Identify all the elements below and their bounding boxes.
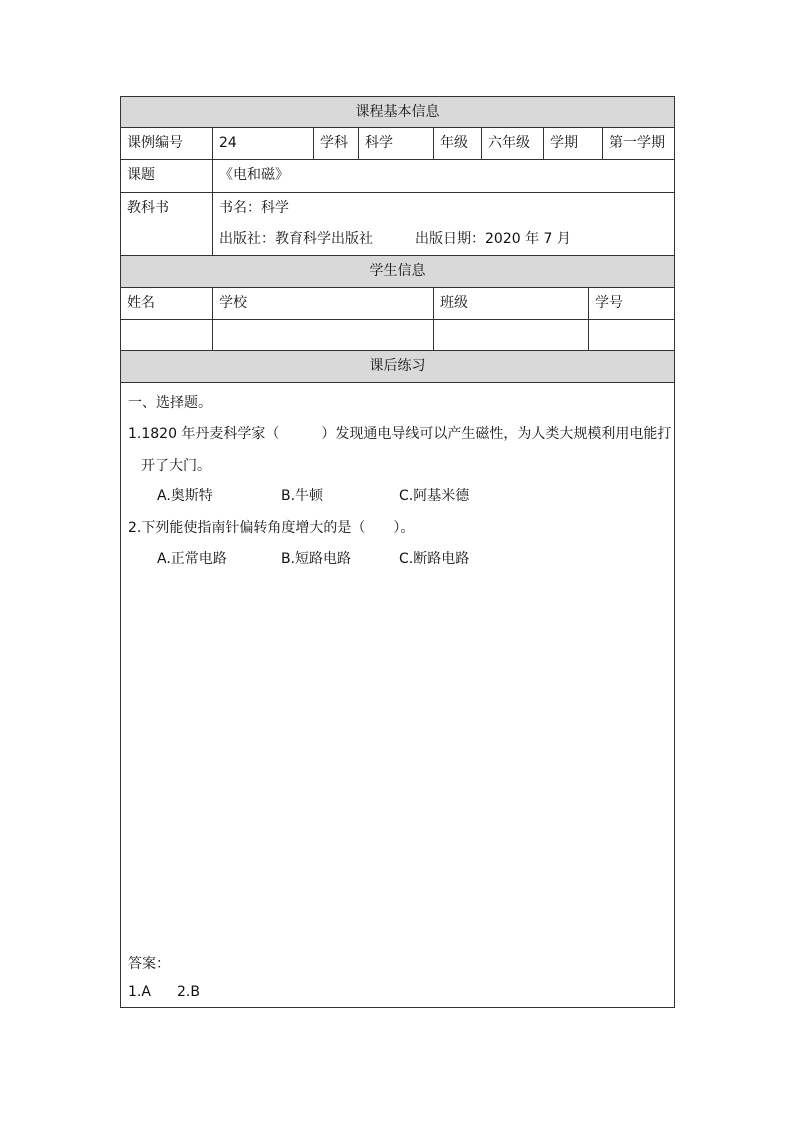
student-labels-row (120, 288, 675, 320)
answer-label: 答案： (128, 956, 170, 972)
exercise-header-text: 课后练习 (369, 358, 426, 374)
class-label: 班级 (433, 288, 588, 319)
student-info-header (120, 256, 675, 288)
publication-date: 出版日期：2020 年 7 月 (415, 231, 571, 247)
student-number-label: 学号 (588, 288, 674, 319)
term-value: 第一学期 (602, 128, 674, 159)
subject-value: 科学 (358, 128, 433, 159)
student-values-row (120, 320, 675, 351)
class-field[interactable] (433, 320, 588, 350)
school-field[interactable] (212, 320, 433, 350)
grade-value: 六年级 (481, 128, 543, 159)
course-id-label: 课例编号 (127, 135, 183, 151)
question-2-option-b: B.短路电路 (281, 551, 352, 567)
course-id-value: 24 (212, 128, 313, 159)
section-title: 一、选择题。 (128, 395, 212, 411)
topic-value: 《电和磁》 (212, 160, 674, 192)
lesson-sheet (120, 96, 675, 1008)
course-info-header (120, 96, 675, 128)
topic-label: 课题 (127, 167, 155, 183)
course-info-header-text: 课程基本信息 (355, 104, 440, 120)
exercise-body (120, 383, 675, 1008)
question-1-option-b: B.牛顿 (281, 488, 324, 504)
term-label: 学期 (543, 128, 602, 159)
topic-row (120, 160, 675, 193)
school-label: 学校 (212, 288, 433, 319)
answer-2: 2.B (177, 984, 200, 1000)
student-info-header-text: 学生信息 (369, 263, 426, 279)
textbook-label: 教科书 (127, 200, 169, 216)
textbook-row (120, 193, 675, 256)
question-1-line-1: 1.1820 年丹麦科学家（ ）发现通电导线可以产生磁性，为人类大规模利用电能打 (128, 426, 672, 442)
question-2: 2.下列能使指南针偏转角度增大的是（ ）。 (128, 520, 415, 536)
course-details-row (120, 128, 675, 160)
question-1-option-c: C.阿基米德 (399, 488, 470, 504)
grade-label: 年级 (433, 128, 481, 159)
answer-1: 1.A (128, 984, 151, 1000)
name-label: 姓名 (127, 295, 155, 311)
question-2-option-a: A.正常电路 (157, 551, 227, 567)
subject-label: 学科 (313, 128, 358, 159)
textbook-details (212, 193, 674, 255)
exercise-header (120, 351, 675, 383)
student-number-field[interactable] (588, 320, 674, 350)
question-1-line-2: 开了大门。 (141, 458, 211, 474)
question-1-option-a: A.奥斯特 (157, 488, 213, 504)
name-field[interactable] (121, 320, 212, 350)
question-2-option-c: C.断路电路 (399, 551, 470, 567)
book-name: 书名：科学 (219, 200, 289, 216)
publisher: 出版社：教育科学出版社 (219, 231, 373, 247)
